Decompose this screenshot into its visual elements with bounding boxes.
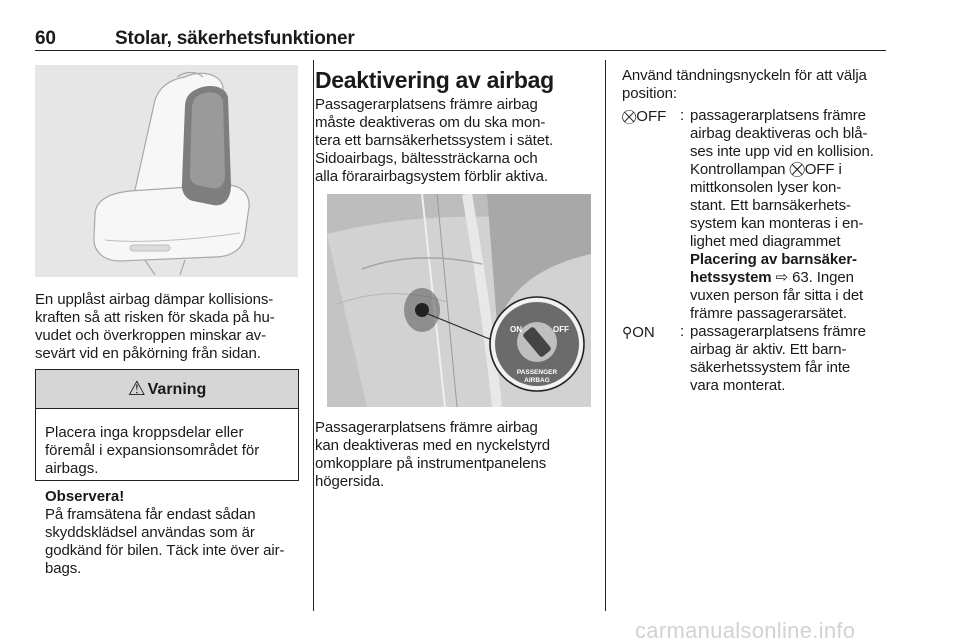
header-rule — [35, 50, 886, 51]
column-divider-2 — [605, 60, 606, 611]
position-intro: Använd tändningsnyckeln för att välja position: — [622, 67, 867, 102]
note-text: På framsätena får endast sådan skyddsklädsel användas som är godkänd för bilen. Täck inte över air- bags. — [45, 506, 285, 577]
airbag-info-paragraph: En upplåst airbag dämpar kollisions- kraften så att risken för skada på hu- vudet och överkroppen minskar av- sevärt vid en påkörning från sidan. — [35, 291, 275, 362]
warning-text: Placera inga kroppsdelar eller föremål i expansionsområdet för airbags. — [45, 424, 260, 477]
column-divider-1 — [313, 60, 314, 611]
warning-title: Varning — [147, 381, 207, 398]
seat-side-airbag-illustration — [35, 65, 298, 277]
page-number: 60 — [35, 28, 56, 49]
section-heading: Deaktivering av airbag — [315, 67, 554, 93]
warning-triangle-icon: ⚠ — [127, 378, 146, 400]
term-on: ⚲ON — [622, 324, 655, 341]
warning-box — [35, 369, 299, 481]
page-header — [35, 27, 885, 51]
deactivation-paragraph: Passagerarplatsens främre airbag måste deaktiveras om du ska mon- tera ett barnsäkerhetssystem i sätet. Sidoairbags, bältessträckarna och alla förarairbagsystem förblir aktiva. — [315, 96, 554, 185]
page-title: Stolar, säkerhetsfunktioner — [115, 28, 355, 49]
switch-label-line1: PASSENGER — [516, 369, 558, 376]
note-title: Observera! — [45, 488, 125, 505]
airbag-on-icon: ⚲ — [622, 324, 633, 340]
warning-header — [36, 370, 298, 409]
figure-caption: Passagerarplatsens främre airbag kan deaktiveras med en nyckelstyrd omkopplare på instrumentpanelens högersida. — [315, 419, 551, 490]
term-off: ⛒OFF — [622, 108, 667, 125]
child-seat-placement-link-text: Placering av barnsäker- hetssystem — [690, 251, 857, 286]
definition-off-text: passagerarplatsens främre airbag deaktiveras och blå- ses inte upp vid en kollision. Kontrollampan ⛒OFF i mittkonsolen lyser kon- stant. Ett barnsäkerhets- system kan monteras i en- lighet med diagrammet Placering av barnsäker- hetssystem ⇨ 63. Ingen vuxen person får sitta i det främre passagerarsätet. — [690, 107, 874, 322]
airbag-switch-illustration — [327, 194, 591, 407]
airbag-off-icon: ⛒ — [622, 108, 637, 124]
switch-on-label: ON — [510, 325, 522, 334]
watermark: carmanualsonline.info — [635, 618, 856, 643]
airbag-off-indicator-icon: ⛒ — [789, 161, 805, 178]
switch-off-label: OFF — [553, 325, 569, 334]
definition-on-text: passagerarplatsens främre airbag är aktiv. Ett barn- säkerhetssystem får inte vara monterat. — [690, 323, 866, 394]
switch-label-line2: AIRBAG — [524, 377, 550, 384]
page-reference-icon: ⇨ — [775, 269, 789, 286]
